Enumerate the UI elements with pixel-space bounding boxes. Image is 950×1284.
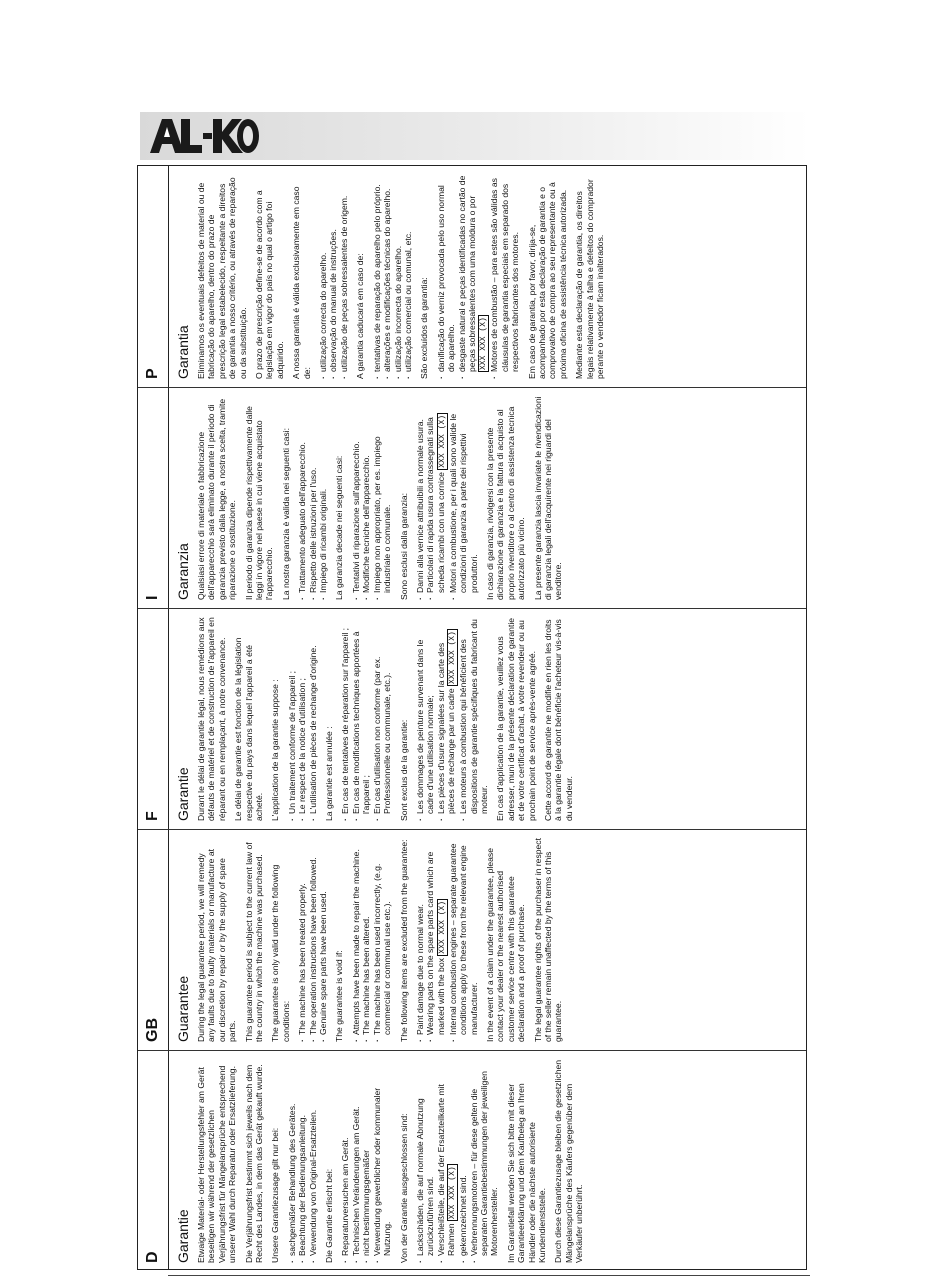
list-item-text: Genuine spare parts have been used. — [318, 891, 329, 1035]
list-item-text: Les moteurs à combustion qui bénéficient des dispositions de garantie spécifiques du fabricant du moteur. — [458, 619, 489, 814]
language-code: F — [138, 609, 169, 829]
list-item-text: Un traitement conforme de l'appareil ; — [286, 670, 297, 814]
claim-instructions: In the event of a claim under the guarantee, please contact your dealer or the nearest authorised customer service centre with this guarantee declaration and a proof of purchase. — [484, 848, 527, 1042]
list-item-text: nicht bestimmungsgemäßer — [361, 1149, 372, 1256]
list-item — [297, 1059, 307, 1263]
conditions-list — [297, 396, 328, 600]
list-item-text: utilização comercial ou comunal, etc. — [402, 231, 413, 372]
list-item — [458, 1059, 468, 1263]
list-item — [436, 617, 458, 821]
claim-instructions: Im Garantiefall wenden Sie sich bitte mit dieser Garantieerklärung und dem Kaufbeleg an Ihren Händler oder die nächste autorisierte Kundendienststelle. — [505, 1083, 547, 1263]
list-item — [372, 617, 393, 821]
list-item-text: tentativas de reparação do aparelho pelo próprio. — [371, 184, 382, 372]
warranty-table — [137, 165, 807, 1270]
legal-rights-note: Durch diese Garantiezusage bleiben die gesetzlichen Mängelansprüche des Käufers gegenüber dem Verkäufer unberührt. — [553, 1059, 585, 1263]
column-body — [196, 388, 570, 608]
list-item — [318, 396, 328, 600]
language-column-gb — [138, 829, 807, 1050]
void-list — [351, 396, 393, 600]
guarantee-period: This guarantee period is subject to the current law of the country in which the machine was purchased. — [243, 842, 265, 1042]
list-item-text: alterações e modificações técnicas do aparelho. — [382, 188, 393, 372]
list-item-text: The machine has been treated properly. — [297, 883, 308, 1035]
list-item-text: observação do manual de instruções. — [328, 229, 339, 372]
guarantee-intro: Etwaige Material- oder Herstellungsfehler am Gerät beseitigen wir während der gesetzlichen Verjährungsfrist für Mängelansprüche entsprechend unserer Wahl durch Reparatur oder Ersatzlieferung. — [196, 1065, 238, 1263]
language-column-p — [138, 166, 807, 387]
list-item-text: utilização incorrecta do aparelho. — [392, 245, 403, 372]
list-item-text: sachgemäßer Behandlung des Gerätes. — [286, 1103, 297, 1256]
list-item — [469, 1059, 500, 1263]
list-item-text: Danni alla vernice attribuibili a normale usura. — [414, 419, 425, 593]
list-item — [318, 838, 328, 1042]
void-heading: La garanzia decade nei seguenti casi: — [334, 455, 345, 600]
list-item — [448, 838, 479, 1042]
spare-part-code-box: XXX XXX (X) — [448, 631, 458, 684]
void-list — [340, 617, 392, 821]
list-item-text: Technischen Veränderungen am Gerät. — [350, 1106, 361, 1256]
list-item-text: Tentativi di riparazione sull'apparecchio. — [350, 441, 361, 593]
claim-instructions: In caso di garanzia, rivolgersi con la presente dichiarazione di garanzia e la fattura di acquisto al proprio rivenditore o al centro di assistenza tecnica autorizzato più vicino. — [484, 406, 527, 600]
list-item — [308, 1059, 318, 1263]
list-item — [287, 1059, 297, 1263]
language-column-d — [138, 1050, 807, 1270]
column-title: Garantia — [175, 325, 191, 379]
list-item-text: Wearing parts on the spare parts card which are marked with the box — [425, 851, 446, 1035]
list-item-text: The machine has been altered. — [361, 916, 372, 1035]
void-heading: Die Garantie erlischt bei: — [324, 1168, 335, 1263]
list-item-text: The machine has been used incorrectly, (e.g. commercial or communal use etc.). — [371, 863, 393, 1035]
void-heading: La garantie est annulée : — [324, 726, 335, 821]
list-item — [308, 838, 318, 1042]
guarantee-period: Il periodo di garanzia dipende rispettivamente dalle leggi in vigore nel paese in cui viene acquistato l'apparecchio. — [243, 406, 275, 600]
spare-part-code-box: XXX XXX (X) — [437, 414, 447, 468]
exclusions-heading: Sono esclusi dalla garanzia: — [398, 492, 409, 600]
language-column-f — [138, 608, 807, 829]
guarantee-period: Le délai de garantie est fonction de la législation respective du pays dans lequel l'appareil a été acheté. — [233, 637, 265, 821]
list-item — [361, 838, 371, 1042]
list-item-text: Motores de combustão – para estes são válidas as cláusulas de garantia especiais em separado dos respectivos fabricantes dos motores. — [489, 178, 521, 372]
list-item-text: Trattamento adeguato dell'apparecchio. — [297, 442, 308, 593]
list-item — [393, 174, 403, 379]
language-column-i — [138, 387, 807, 608]
list-item — [351, 1059, 361, 1263]
language-code: GB — [138, 830, 169, 1050]
conditions-heading: A nossa garantia é válida exclusivamente em caso de: — [291, 186, 312, 379]
rotated-table-content — [138, 166, 807, 1270]
guarantee-intro: Durant le délai de garantie légal, nous remédions aux défauts de matériel et de construction de l'appareil en réparant ou en remplaçant, à notre convenance. — [196, 617, 227, 821]
list-item — [361, 396, 371, 600]
list-item — [351, 617, 372, 821]
conditions-heading: Unsere Garantiezusage gilt nur bei: — [270, 1127, 281, 1263]
conditions-list — [318, 174, 349, 379]
list-item — [458, 617, 489, 821]
guarantee-intro: Eliminamos os eventuais defeitos de material ou de fabricação do aparelho, dentro do prazo de prescrição legal estabelecido, respeitante a direitos de garantia a nosso critério, ou através de reparação ou da substituição. — [196, 177, 248, 379]
list-item — [415, 1059, 436, 1263]
list-item — [372, 396, 393, 600]
conditions-list — [287, 617, 318, 821]
list-item — [297, 396, 307, 600]
legal-rights-note: Mediante esta declaração de garantia, os direitos legais relativamente à falha e defeitos do comprador perante o vendedor ficam inalterados. — [574, 179, 605, 379]
list-item — [425, 838, 447, 1042]
list-item — [382, 174, 392, 379]
conditions-heading: La nostra garanzia è valida nei seguenti casi: — [280, 428, 291, 600]
list-item-text: Impiego non appropriato, per es. impiego industriale o comunale. — [371, 436, 393, 593]
list-item — [328, 174, 338, 379]
footer-rule — [168, 1275, 810, 1276]
exclusions-list — [415, 1059, 500, 1263]
list-item — [308, 396, 318, 600]
list-item — [340, 617, 350, 821]
list-item — [403, 174, 413, 379]
column-body — [196, 830, 570, 1050]
column-title: Guarantee — [175, 975, 191, 1042]
void-list — [351, 838, 393, 1042]
list-item-text: L'utilisation de pièces de rechange d'origine. — [307, 645, 318, 814]
list-item-text: Particolari di rapida usura contrassegnati sulla scheda ricambi con una cornice — [425, 417, 446, 593]
list-item — [372, 838, 393, 1042]
list-item — [425, 396, 447, 600]
list-item-text: Verwendung gewerblicher oder kommunaler Nutzung. — [371, 1087, 393, 1256]
language-code: I — [138, 388, 169, 608]
list-item — [448, 396, 479, 600]
exclusions-list — [415, 838, 479, 1042]
list-item — [361, 1059, 371, 1263]
guarantee-intro: During the legal guarantee period, we will remedy any faults due to faulty materials or manufacture at our discretion by repair or by the supply of spare parts. — [196, 849, 238, 1042]
list-item — [318, 174, 328, 379]
legal-rights-note: The legal guarantee rights of the purchaser in respect of the seller remain unaffected by the terms of this guarantee. — [532, 838, 564, 1042]
column-body — [196, 1051, 591, 1270]
list-item-text: Rispetto delle istruzioni per l'uso. — [307, 467, 318, 593]
list-item — [372, 1059, 393, 1263]
void-heading: The guarantee is void if: — [334, 950, 345, 1042]
claim-instructions: En cas d'application de la garantie, veuillez vous adresser, muni de la présente déclaration de garantie et de votre certificat d'achat, à votre revendeur ou au prochain point de service après-vente agréé. — [495, 617, 537, 821]
list-item-text: Beachtung der Bedienungsanleitung. — [297, 1115, 308, 1256]
list-item-text: En cas d'utilisation non conforme (par ex. Professionnelle ou communale, etc.). — [371, 656, 393, 814]
exclusions-heading: São excluídos da garantia: — [419, 277, 430, 379]
legal-rights-note: Cette accord de garantie ne modifie en rien les droits à la garantie légale dont bénéficie l'acheteur vis-à-vis du vendeur. — [542, 619, 574, 821]
list-item-text: utilização correcta do aparelho. — [318, 252, 329, 372]
list-item-text: Verwendung von Original-Ersatzteilen. — [307, 1109, 318, 1256]
list-item — [415, 838, 425, 1042]
void-heading: A garantia caducará em caso de: — [355, 253, 366, 379]
column-title: Garantie — [175, 767, 191, 821]
conditions-list — [287, 1059, 318, 1263]
list-item-text: The operation instructions have been followed. — [307, 857, 318, 1035]
list-item-text: Impiego di ricambi originali. — [318, 488, 329, 593]
conditions-heading: The guarantee is only valid under the following conditions: — [270, 864, 291, 1042]
list-item — [339, 174, 349, 379]
list-item — [297, 617, 307, 821]
exclusions-heading: The following items are excluded from the guarantee: — [398, 839, 409, 1042]
list-item — [351, 396, 361, 600]
list-item-text: desgaste natural e peças identificadas no cartão de peças sobressalentes com uma moldura o por — [456, 175, 477, 372]
list-item-text: Attempts have been made to repair the machine. — [350, 849, 361, 1035]
guarantee-period: O prazo de prescrição define-se de acordo com a legislação em vigor do país no qual o artigo foi adquirido. — [254, 190, 285, 379]
list-item-text: Reparaturversuchen am Gerät. — [340, 1137, 351, 1256]
list-item-text: Lackschäden, die auf normale Abnutzung zurückzuführen sind. — [414, 1098, 436, 1256]
list-item — [287, 617, 297, 821]
list-item-text: En cas de tentatives de réparation sur l'appareil ; — [340, 627, 351, 814]
conditions-heading: L'application de la garantie suppose : — [270, 679, 281, 821]
list-item — [308, 617, 318, 821]
exclusions-list — [415, 396, 479, 600]
list-item-text: Le respect de la notice d'utilisation ; — [297, 678, 308, 814]
language-code: P — [138, 166, 169, 387]
legal-rights-note: La presente garanzia lascia invariate le rivendicazioni di garanzia legali dell'acquirente nei riguardi del venditore. — [532, 396, 564, 600]
list-item-text: Modifiche tecniche dell'apparecchio. — [361, 455, 372, 593]
column-body — [196, 609, 580, 829]
list-item-text: Verbrennungsmotoren – für diese gelten die separaten Garantiebestimmungen der jeweiligen Motorenhersteller. — [468, 1071, 500, 1256]
list-item-text: gekennzeichnet sind. — [458, 1175, 469, 1256]
language-code: D — [138, 1051, 169, 1270]
exclusions-list — [436, 174, 521, 379]
exclusions-list — [415, 617, 489, 821]
list-item — [351, 838, 361, 1042]
list-item-text: Motori a combustione, per i quali sono valide le condizioni di garanzia a parte dei rispettivi produttori. — [447, 413, 479, 593]
void-list — [340, 1059, 392, 1263]
guarantee-period: Die Verjährungsfrist bestimmt sich jeweils nach dem Recht des Landes, in dem das Gerät gekauft wurde. — [243, 1064, 265, 1263]
list-item-text: Les pièces d'usure signalées sur la carte des pièces de rechange par un cadre — [435, 642, 457, 814]
al-ko-logo — [148, 113, 260, 159]
list-item-text: danificação do verniz provocada pelo uso normal do aparelho. — [435, 185, 457, 372]
spare-part-code-box: XXX XXX (X) — [437, 900, 447, 954]
list-item — [415, 617, 436, 821]
list-item-text: Les dommages de peinture survenant dans le cadre d'une utilisation normale; — [414, 639, 436, 814]
list-item — [436, 1059, 458, 1263]
column-title: Garanzia — [175, 543, 191, 600]
void-list — [372, 174, 414, 379]
list-item-text: Paint damage due to normal wear. — [414, 904, 425, 1035]
list-item-text: utilização de peças sobressalentes de origem. — [338, 195, 349, 372]
spare-part-code-box: XXX XXX (X) — [448, 1166, 458, 1220]
list-item — [297, 838, 307, 1042]
list-item — [436, 174, 457, 379]
list-item — [372, 174, 382, 379]
guarantee-intro: Qualsiasi errore di materiale o fabbricazione dell'apparecchio sarà eliminato durante il periodo di garanzia previsto dalla legge, a nostra scelta, tramite riparazione o sostituzione. — [196, 398, 238, 600]
list-item-text: En cas de modifications techniques apportées à l'appareil ; — [350, 631, 372, 814]
list-item — [415, 396, 425, 600]
list-item — [340, 1059, 350, 1263]
exclusions-heading: Von der Garantie ausgeschlossen sind: — [398, 1113, 409, 1263]
claim-instructions: Em caso de garantia, por favor, dirija-se, acompanhado por esta declaração de garantia e o comprovativo de compra ao seu representante ou à próxima oficina de assistência técnica autorizada. — [526, 182, 568, 379]
list-item — [457, 174, 490, 379]
list-item-text: Verschleißteile, die auf der Ersatzteilkarte mit Rahmen — [435, 1084, 457, 1256]
list-item — [489, 174, 520, 379]
list-item-text: Internal combustion engines – separate guarantee conditions apply to these from the relevant engine manufacturer. — [447, 843, 479, 1035]
column-body — [196, 166, 611, 387]
column-title: Garantie — [175, 1209, 191, 1263]
conditions-list — [297, 838, 328, 1042]
exclusions-heading: Sont exclus de la garantie: — [398, 719, 409, 821]
spare-part-code-box: XXX XXX (X) — [479, 317, 489, 370]
